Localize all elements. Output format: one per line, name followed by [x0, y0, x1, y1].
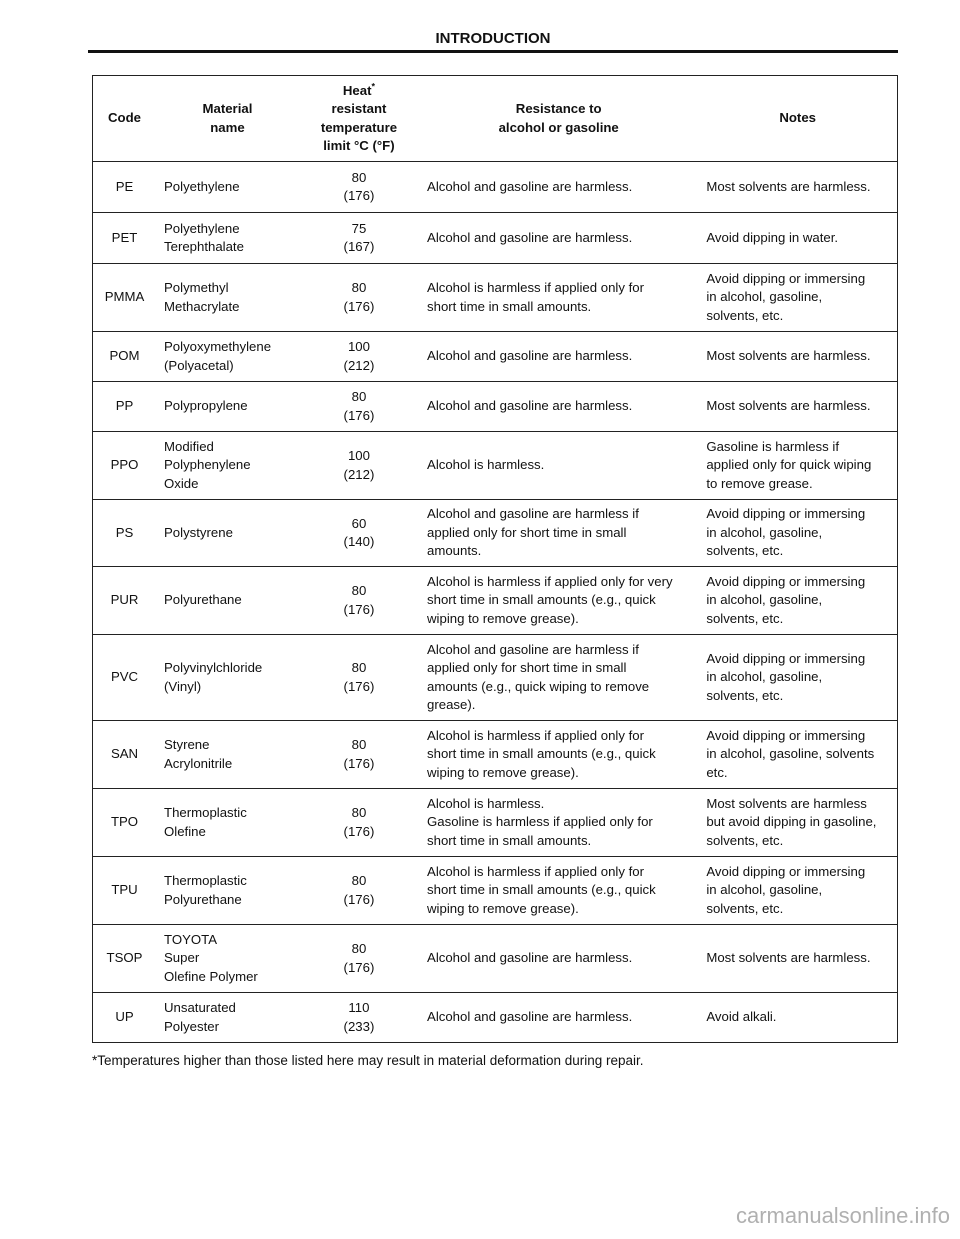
- cell-notes-line: Gasoline is harmless if: [706, 438, 839, 454]
- cell-notes: [698, 789, 897, 857]
- cell-notes-line: Most solvents are harmless.: [706, 178, 871, 194]
- cell-resistance-line: Alcohol is harmless if applied only for: [427, 727, 644, 743]
- cell-heat-limit: [299, 264, 419, 332]
- cell-heat-limit-line: (176): [343, 298, 375, 314]
- cell-notes-line: solvents, etc.: [706, 832, 784, 848]
- cell-heat-limit: [299, 432, 419, 500]
- cell-resistance-line: Alcohol is harmless if applied only for very: [427, 573, 673, 589]
- cell-notes-line: solvents, etc.: [706, 543, 784, 559]
- cell-heat-limit-line: 80: [351, 805, 367, 820]
- cell-heat-limit-line: 80: [351, 660, 367, 675]
- cell-heat-limit-line: 80: [351, 941, 367, 956]
- cell-material-name: [156, 721, 299, 789]
- cell-notes: [698, 567, 897, 635]
- cell-notes-line: Avoid dipping or immersing: [706, 650, 866, 666]
- cell-resistance-line: wiping to remove grease).: [427, 610, 579, 626]
- table-row: [93, 382, 898, 432]
- cell-resistance: [419, 721, 698, 789]
- cell-material-name-line: Polyurethane: [164, 592, 242, 608]
- cell-notes-line: in alcohol, gasoline,: [706, 592, 823, 608]
- cell-code: POM: [93, 332, 157, 382]
- cell-heat-limit-line: 80: [351, 389, 367, 404]
- cell-material-name-line: Polyester: [164, 1018, 219, 1034]
- cell-heat-limit-line: (176): [343, 755, 375, 771]
- watermark: carmanualsonline.info: [735, 1203, 950, 1228]
- cell-code: PE: [93, 162, 157, 213]
- cell-notes-line: Most solvents are harmless.: [706, 950, 871, 966]
- cell-code: PVC: [93, 635, 157, 721]
- cell-material-name: [156, 264, 299, 332]
- cell-resistance: [419, 382, 698, 432]
- cell-material-name: [156, 332, 299, 382]
- table-row: [93, 567, 898, 635]
- cell-material-name-line: Thermoplastic: [164, 873, 247, 888]
- cell-resistance-line: Gasoline is harmless if applied only for: [427, 814, 653, 830]
- cell-notes-line: Most solvents are harmless: [706, 795, 867, 811]
- cell-material-name-line: Methacrylate: [164, 298, 240, 314]
- table-row: [93, 162, 898, 213]
- table-header-row: [93, 76, 898, 162]
- cell-resistance: [419, 857, 698, 925]
- cell-resistance-line: Alcohol and gasoline are harmless.: [427, 1009, 633, 1025]
- cell-notes-line: to remove grease.: [706, 475, 813, 491]
- cell-code: PMMA: [93, 264, 157, 332]
- cell-code: TSOP: [93, 925, 157, 993]
- materials-table: [92, 75, 898, 1043]
- cell-material-name-line: (Vinyl): [164, 678, 202, 694]
- cell-notes-line: in alcohol, gasoline,: [706, 289, 823, 305]
- cell-heat-limit: [299, 789, 419, 857]
- cell-resistance-line: amounts (e.g., quick wiping to remove: [427, 678, 650, 694]
- cell-code: PP: [93, 382, 157, 432]
- cell-resistance-line: applied only for short time in small: [427, 660, 627, 675]
- cell-notes-line: but avoid dipping in gasoline,: [706, 814, 877, 830]
- cell-heat-limit-line: 100: [347, 339, 370, 354]
- cell-material-name-line: Polyoxymethylene: [164, 339, 272, 354]
- table-row: [93, 857, 898, 925]
- cell-notes: [698, 162, 897, 213]
- cell-heat-limit-line: 80: [351, 280, 367, 295]
- cell-notes: [698, 721, 897, 789]
- cell-resistance: [419, 789, 698, 857]
- cell-heat-limit-line: 75: [351, 220, 367, 236]
- cell-heat-limit: [299, 925, 419, 993]
- cell-notes: [698, 500, 897, 567]
- header-heat-limit: [299, 76, 419, 162]
- cell-notes-line: in alcohol, gasoline,: [706, 882, 823, 898]
- cell-material-name-line: Terephthalate: [164, 239, 244, 254]
- cell-notes-line: Avoid alkali.: [706, 1009, 777, 1025]
- cell-resistance-line: Alcohol is harmless.: [427, 457, 545, 473]
- cell-code: TPO: [93, 789, 157, 857]
- header-material-name-line: Material: [202, 101, 253, 116]
- cell-notes-line: Avoid dipping in water.: [706, 229, 839, 245]
- cell-resistance-line: short time in small amounts.: [427, 832, 592, 848]
- cell-resistance-line: short time in small amounts (e.g., quick: [427, 746, 656, 762]
- cell-material-name: [156, 382, 299, 432]
- cell-heat-limit-line: 80: [351, 169, 367, 185]
- cell-heat-limit-line: 100: [347, 448, 370, 463]
- cell-resistance-line: Alcohol and gasoline are harmless if: [427, 506, 639, 522]
- header-rule: [88, 50, 898, 53]
- cell-notes-line: solvents, etc.: [706, 900, 784, 916]
- cell-heat-limit: [299, 857, 419, 925]
- cell-heat-limit-line: 80: [351, 737, 367, 752]
- cell-resistance-line: short time in small amounts (e.g., quick: [427, 882, 656, 898]
- cell-code: PET: [93, 213, 157, 264]
- table-body: [93, 162, 898, 1043]
- cell-notes: [698, 264, 897, 332]
- cell-notes-line: Avoid dipping or immersing: [706, 863, 866, 879]
- cell-heat-limit-line: (176): [343, 891, 375, 907]
- header-heat-line: resistant: [331, 101, 387, 116]
- cell-material-name-line: Polyphenylene: [164, 457, 251, 473]
- cell-heat-limit-line: (176): [343, 188, 375, 203]
- cell-heat-limit-line: (176): [343, 601, 375, 617]
- table-row: [93, 264, 898, 332]
- header-resistance-line: alcohol or gasoline: [498, 119, 619, 135]
- cell-heat-limit-line: 60: [351, 515, 367, 531]
- cell-resistance-line: Alcohol and gasoline are harmless.: [427, 950, 633, 966]
- cell-material-name-line: Olefine: [164, 823, 206, 839]
- header-heat-word: Heat: [342, 82, 372, 98]
- cell-code: TPU: [93, 857, 157, 925]
- table-row: [93, 789, 898, 857]
- cell-material-name-line: Styrene: [164, 737, 210, 752]
- cell-material-name-line: Olefine Polymer: [164, 968, 258, 984]
- cell-material-name: [156, 925, 299, 993]
- cell-heat-limit-line: (212): [343, 466, 375, 482]
- cell-resistance-line: Alcohol is harmless if applied only for: [427, 280, 644, 295]
- cell-notes-line: Avoid dipping or immersing: [706, 573, 866, 589]
- cell-notes-line: Most solvents are harmless.: [706, 398, 871, 414]
- cell-resistance-line: amounts.: [427, 543, 482, 559]
- cell-material-name: [156, 432, 299, 500]
- cell-heat-limit-line: (176): [343, 959, 375, 975]
- cell-heat-limit-line: 110: [348, 1000, 370, 1015]
- cell-resistance-line: Alcohol and gasoline are harmless.: [427, 178, 633, 194]
- cell-resistance-line: grease).: [427, 697, 476, 712]
- cell-heat-limit: [299, 635, 419, 721]
- cell-heat-limit: [299, 213, 419, 264]
- cell-resistance-line: wiping to remove grease).: [427, 764, 579, 780]
- cell-resistance-line: short time in small amounts (e.g., quick: [427, 592, 656, 608]
- cell-material-name: [156, 635, 299, 721]
- header-heat-line: limit °C (°F): [323, 138, 395, 153]
- cell-material-name: [156, 857, 299, 925]
- cell-notes-line: Avoid dipping or immersing: [706, 270, 866, 286]
- cell-heat-limit: [299, 332, 419, 382]
- cell-resistance-line: Alcohol and gasoline are harmless.: [427, 229, 633, 245]
- cell-heat-limit-line: (212): [343, 357, 375, 373]
- cell-heat-limit: [299, 500, 419, 567]
- cell-material-name-line: Polypropylene: [164, 398, 248, 414]
- cell-heat-limit-line: 80: [351, 873, 367, 888]
- table-row: [93, 925, 898, 993]
- cell-notes: [698, 432, 897, 500]
- header-resistance-line: Resistance to: [515, 101, 602, 116]
- table-row: [93, 721, 898, 789]
- cell-resistance: [419, 213, 698, 264]
- cell-material-name: [156, 162, 299, 213]
- cell-resistance-line: short time in small amounts.: [427, 298, 592, 314]
- cell-resistance: [419, 332, 698, 382]
- cell-notes-line: in alcohol, gasoline,: [706, 524, 823, 540]
- cell-resistance: [419, 432, 698, 500]
- cell-material-name-line: Polyethylene: [164, 178, 240, 194]
- cell-notes-line: etc.: [706, 764, 728, 780]
- page-header: INTRODUCTION: [435, 30, 551, 47]
- cell-material-name: [156, 500, 299, 567]
- cell-heat-limit-line: (233): [343, 1018, 375, 1034]
- header-heat-line: temperature: [320, 119, 398, 135]
- cell-notes-line: in alcohol, gasoline, solvents: [706, 746, 875, 762]
- cell-material-name-line: Polymethyl: [164, 280, 229, 295]
- cell-material-name-line: Thermoplastic: [164, 805, 247, 820]
- cell-resistance: [419, 635, 698, 721]
- cell-resistance: [419, 264, 698, 332]
- cell-heat-limit-line: (140): [343, 534, 375, 549]
- cell-resistance-line: wiping to remove grease).: [427, 900, 579, 916]
- cell-material-name-line: Polyethylene: [164, 220, 240, 236]
- cell-resistance: [419, 162, 698, 213]
- footnote: *Temperatures higher than those listed here may result in material deformation during repair.: [92, 1053, 644, 1068]
- cell-resistance-line: Alcohol and gasoline are harmless if: [427, 641, 639, 657]
- cell-heat-limit-line: (167): [343, 239, 375, 254]
- cell-code: PS: [93, 500, 157, 567]
- cell-heat-limit-line: (176): [343, 678, 375, 694]
- cell-notes-line: solvents, etc.: [706, 610, 784, 626]
- cell-heat-limit: [299, 993, 419, 1043]
- cell-heat-limit-line: 80: [351, 583, 367, 598]
- cell-heat-limit: [299, 721, 419, 789]
- cell-resistance-line: Alcohol and gasoline are harmless.: [427, 348, 633, 364]
- header-heat-line: [299, 82, 419, 101]
- cell-material-name-line: Polystyrene: [164, 524, 233, 540]
- cell-resistance: [419, 567, 698, 635]
- cell-notes-line: Avoid dipping or immersing: [706, 727, 866, 743]
- cell-code: SAN: [93, 721, 157, 789]
- cell-material-name-line: (Polyacetal): [164, 357, 234, 373]
- cell-notes-line: Most solvents are harmless.: [706, 348, 871, 364]
- cell-material-name: [156, 213, 299, 264]
- cell-resistance-line: Alcohol and gasoline are harmless.: [427, 398, 633, 414]
- header-material-name-line: name: [210, 119, 245, 135]
- cell-material-name: [156, 993, 299, 1043]
- cell-notes-line: applied only for quick wiping: [706, 457, 872, 473]
- cell-material-name-line: TOYOTA: [164, 931, 218, 947]
- cell-heat-limit: [299, 567, 419, 635]
- cell-material-name-line: Super: [164, 950, 200, 966]
- cell-notes: [698, 993, 897, 1043]
- cell-heat-limit-line: (176): [343, 407, 375, 423]
- cell-material-name-line: Polyvinylchloride: [164, 660, 263, 675]
- cell-code: PPO: [93, 432, 157, 500]
- cell-notes-line: in alcohol, gasoline,: [706, 669, 823, 685]
- cell-material-name-line: Oxide: [164, 475, 199, 491]
- cell-notes: [698, 213, 897, 264]
- cell-notes: [698, 382, 897, 432]
- cell-notes-line: Avoid dipping or immersing: [706, 506, 866, 522]
- table-row: [93, 635, 898, 721]
- cell-heat-limit: [299, 162, 419, 213]
- cell-resistance: [419, 925, 698, 993]
- header-code: Code: [93, 76, 157, 162]
- cell-notes: [698, 635, 897, 721]
- cell-code: UP: [93, 993, 157, 1043]
- cell-notes: [698, 925, 897, 993]
- cell-material-name: [156, 789, 299, 857]
- table-row: [93, 500, 898, 567]
- cell-material-name-line: Unsaturated: [164, 1000, 236, 1015]
- cell-code: PUR: [93, 567, 157, 635]
- cell-resistance: [419, 993, 698, 1043]
- cell-material-name: [156, 567, 299, 635]
- cell-notes: [698, 332, 897, 382]
- cell-heat-limit: [299, 382, 419, 432]
- header-material-name: [156, 76, 299, 162]
- header-resistance: [419, 76, 698, 162]
- table-row: [93, 432, 898, 500]
- table-row: [93, 332, 898, 382]
- cell-notes-line: solvents, etc.: [706, 687, 784, 703]
- header-notes: Notes: [698, 76, 897, 162]
- cell-resistance-line: applied only for short time in small: [427, 524, 627, 540]
- table-row: [93, 213, 898, 264]
- cell-resistance-line: Alcohol is harmless.: [427, 795, 545, 811]
- cell-resistance-line: Alcohol is harmless if applied only for: [427, 863, 644, 879]
- cell-notes-line: solvents, etc.: [706, 307, 784, 323]
- cell-resistance: [419, 500, 698, 567]
- cell-heat-limit-line: (176): [343, 823, 375, 839]
- cell-notes: [698, 857, 897, 925]
- cell-material-name-line: Acrylonitrile: [164, 755, 233, 771]
- header-heat-marker: *: [371, 81, 375, 92]
- cell-material-name-line: Modified: [164, 438, 214, 454]
- table-row: [93, 993, 898, 1043]
- cell-material-name-line: Polyurethane: [164, 891, 242, 907]
